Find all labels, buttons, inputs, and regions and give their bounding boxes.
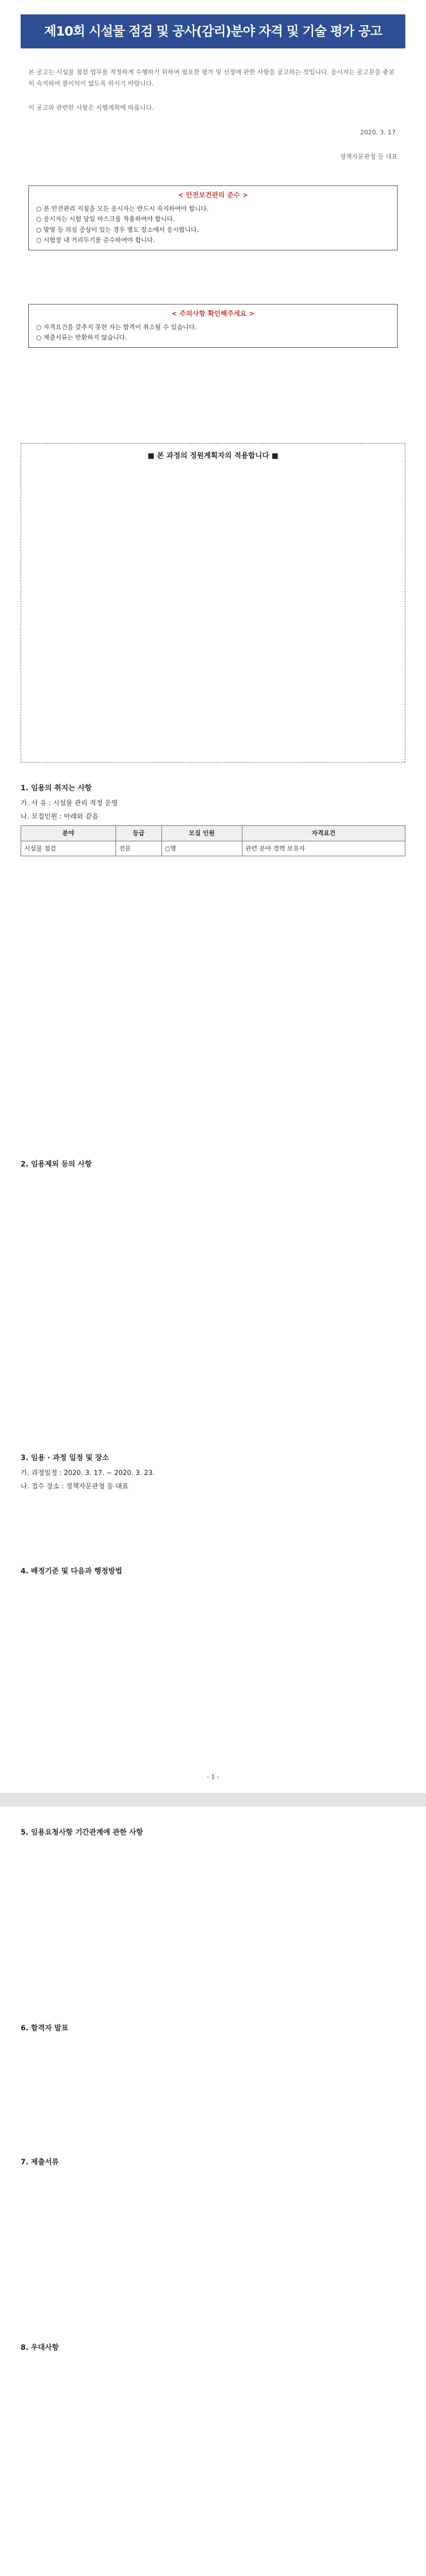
page-number: - 1 - [207,1773,219,1781]
intro-paragraph: 이 공고와 관련한 사항은 시행계획에 따릅니다. [28,104,154,112]
intro [28,67,398,176]
section-6 [21,2023,405,2039]
recruitment-table [21,825,405,856]
section-5 [21,1827,405,1843]
main-section-title: ■ 본 과정의 정원계획자의 적용합니다 ■ [148,452,278,460]
page-gap [0,1793,426,1807]
section-8 [21,2343,405,2358]
section-item: 나. 모집인원 : 아래와 같음 [21,812,99,821]
table-header: 모집 인원 [161,825,242,841]
section-2 [21,1159,405,1175]
page-2 [0,1807,426,2576]
section-1 [21,783,405,856]
section-title: 4. 배정기준 및 다음과 행정방법 [21,1567,122,1575]
section-4 [21,1566,405,1582]
section-3 [21,1453,405,1495]
table-row [21,841,405,856]
table-cell: 전문 [116,841,161,856]
table-cell: ○명 [161,841,242,856]
announcement-date: 2020. 3. 17. [360,128,398,136]
section-7 [21,2157,405,2173]
section-item: 가. 과정일정 : 2020. 3. 17. ~ 2020. 3. 23. [21,1469,155,1477]
table-cell: 관련 분야 경력 보유자 [242,841,405,856]
section-title: 6. 합격자 발표 [21,2024,69,2032]
notice-line: ○ 본 안전관리 지침을 모든 응시자는 반드시 숙지하여야 합니다. [36,205,209,213]
main-section-box [21,443,405,762]
table-header: 자격요건 [242,825,405,841]
announcing-org: 정책자문관청 등 대표 [340,153,398,161]
table-header: 분야 [21,825,116,841]
section-item: 나. 접수 장소 : 정책자문관청 등 대표 [21,1482,129,1490]
safety-notice-title: < 안전보건관리 준수 > [178,192,248,199]
notice-line: ○ 시험장 내 거리두기를 준수하여야 합니다. [36,236,155,244]
page-title: 제10회 시설물 점검 및 공사(감리)분야 자격 및 기술 평가 공고 [21,14,405,48]
section-item: 가. 사 유 : 시설물 관리 적정 운영 [21,799,118,807]
section-title: 1. 임용의 취지는 사항 [21,784,92,792]
section-title: 7. 제출서류 [21,2158,59,2166]
caution-notice-box [28,304,398,348]
notice-line: ○ 자격요건을 갖추지 못한 자는 합격이 취소될 수 있습니다. [36,324,197,331]
table-header: 등급 [116,825,161,841]
section-title: 8. 우대사항 [21,2344,59,2352]
section-title: 3. 임용 · 과정 일정 및 장소 [21,1454,109,1462]
notice-line: ○ 발열 등 의심 증상이 있는 경우 별도 장소에서 응시합니다. [36,226,199,233]
section-title: 5. 임용요청사항 기간관계에 관한 사항 [21,1828,143,1837]
table-cell: 시설물 점검 [21,841,116,856]
section-title: 2. 임용제외 등의 사항 [21,1160,92,1168]
intro-paragraph: 본 공고는 시설물 점검 업무를 적정하게 수행하기 위하여 필요한 평가 및 선정에 관한 사항을 공고하는 것입니다. 응시자는 공고문을 충분히 숙지하여 불이익이 없도록 하시기 바랍니다. [28,69,395,87]
safety-notice-box [28,185,398,250]
caution-notice-title: < 주의사항 확인해주세요 > [171,310,255,318]
notice-line: ○ 응시자는 시험 당일 마스크를 착용하여야 합니다. [36,215,175,223]
notice-line: ○ 제출서류는 반환하지 않습니다. [36,334,127,342]
